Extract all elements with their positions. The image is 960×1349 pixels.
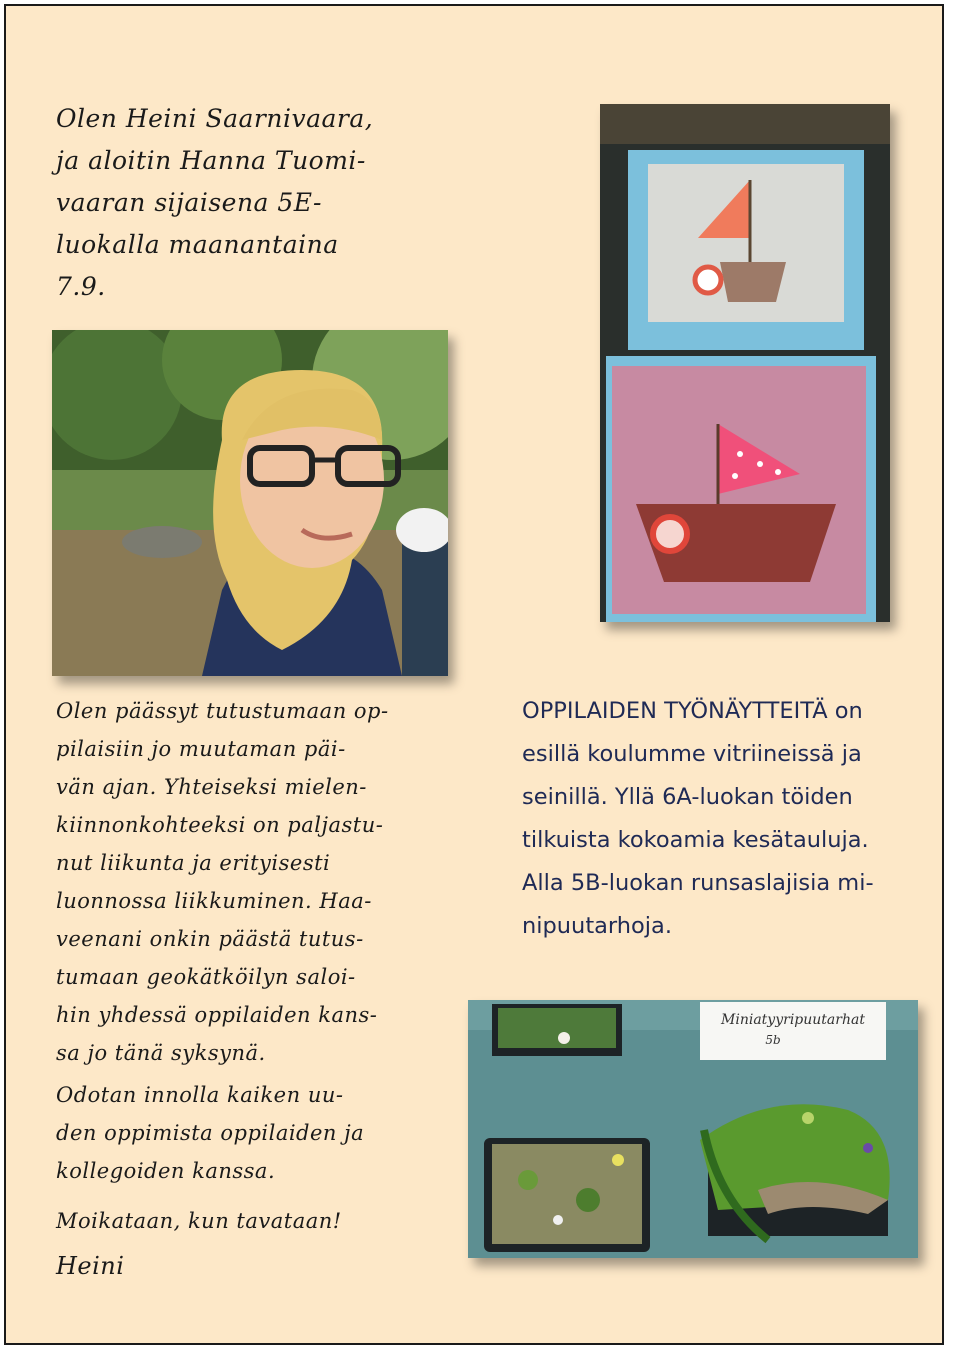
paragraph-looking-forward bbox=[56, 1076, 456, 1190]
paragraph-line: Odotan innolla kaiken uu- bbox=[56, 1083, 344, 1107]
intro-line: vaaran sijaisena 5E- bbox=[56, 188, 322, 217]
intro-text bbox=[56, 98, 456, 308]
signature: Heini bbox=[56, 1252, 125, 1280]
student-work-caption bbox=[522, 690, 922, 948]
paragraph-line: den oppimista oppilaiden ja bbox=[56, 1121, 365, 1145]
intro-line: Olen Heini Saarnivaara, bbox=[56, 104, 374, 133]
garden-sign-title: Miniatyyripuutarhat bbox=[721, 1012, 865, 1028]
caption-line: Alla 5B-luokan runsaslajisia mi- bbox=[522, 870, 874, 896]
paragraph-line: tumaan geokätköilyn saloi- bbox=[56, 965, 356, 989]
paragraph-getting-to-know bbox=[56, 692, 456, 1072]
intro-line: 7.9. bbox=[56, 272, 106, 301]
paragraph-line: pilaisiin jo muutaman päi- bbox=[56, 737, 346, 761]
caption-line: tilkuista kokoamia kesätauluja. bbox=[522, 827, 869, 853]
newsletter-page bbox=[4, 4, 944, 1345]
caption-line: seinillä. Yllä 6A-luokan töiden bbox=[522, 784, 853, 810]
caption-line: OPPILAIDEN TYÖNÄYTTEITÄ on bbox=[522, 698, 863, 724]
paragraph-line: nut liikunta ja erityisesti bbox=[56, 851, 331, 875]
paragraph-line: kollegoiden kanssa. bbox=[56, 1159, 276, 1183]
intro-line: luokalla maanantaina bbox=[56, 230, 339, 259]
paragraph-line: hin yhdessä oppilaiden kans- bbox=[56, 1003, 378, 1027]
mini-gardens-photo bbox=[468, 1000, 918, 1258]
paragraph-line: Olen päässyt tutustumaan op- bbox=[56, 699, 389, 723]
intro-line: ja aloitin Hanna Tuomi- bbox=[56, 146, 366, 175]
paragraph-line: luonnossa liikkuminen. Haa- bbox=[56, 889, 372, 913]
caption-line: esillä koulumme vitriineissä ja bbox=[522, 741, 862, 767]
garden-sign-class: 5b bbox=[765, 1033, 781, 1047]
portrait-photo bbox=[52, 330, 448, 676]
paragraph-line: veenani onkin päästä tutus- bbox=[56, 927, 364, 951]
boat-quilts-photo bbox=[600, 104, 890, 622]
caption-line: nipuutarhoja. bbox=[522, 913, 672, 939]
greeting-text: Moikataan, kun tavataan! bbox=[56, 1209, 342, 1233]
paragraph-line: vän ajan. Yhteiseksi mielen- bbox=[56, 775, 367, 799]
paragraph-line: sa jo tänä syksynä. bbox=[56, 1041, 266, 1065]
paragraph-line: kiinnonkohteeksi on paljastu- bbox=[56, 813, 384, 837]
